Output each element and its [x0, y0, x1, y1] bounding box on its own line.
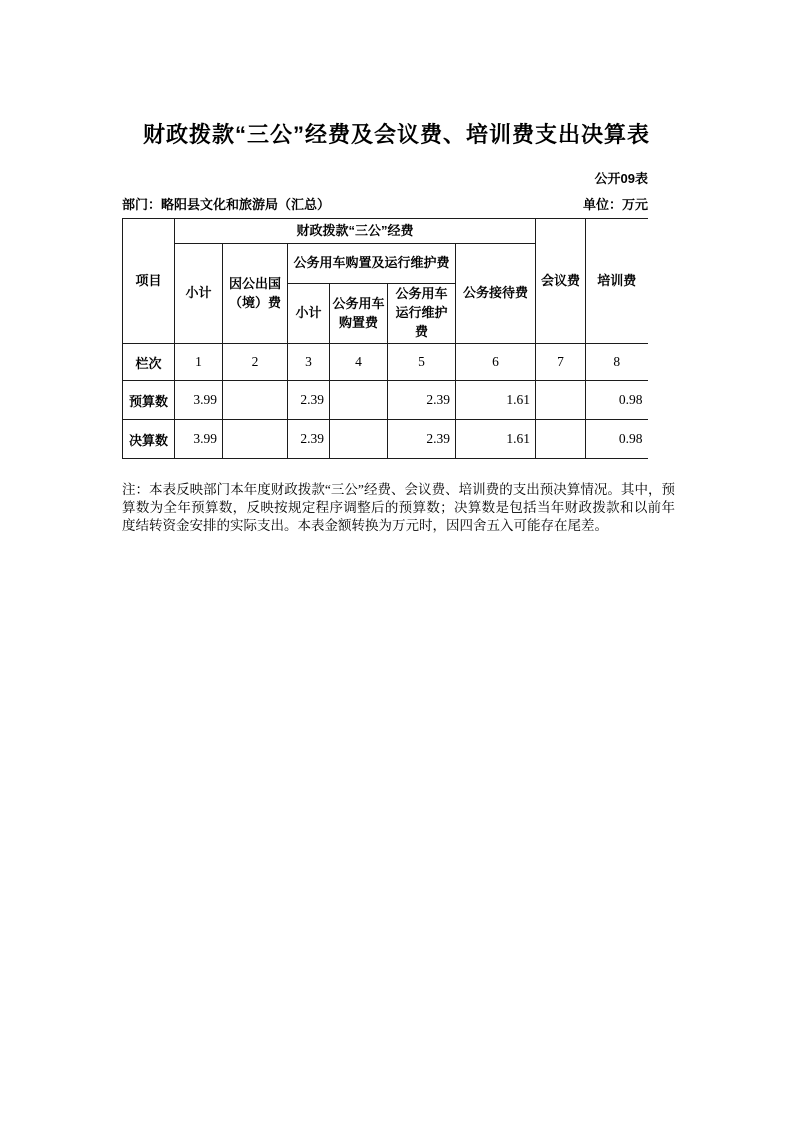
cell: 3: [288, 344, 330, 381]
cell: [223, 420, 288, 459]
col-header-vehicle-group: 公务用车购置及运行维护费: [288, 244, 456, 284]
cell: 5: [388, 344, 456, 381]
footnote: 注：本表反映部门本年度财政拨款“三公”经费、会议费、培训费的支出预决算情况。其中，预算数为全年预算数，反映按规定程序调整后的预算数；决算数是包括当年财政拨款和以前年度结转资金安排的实际支出。本表金额转换为万元时，因四舍五入可能存在尾差。: [122, 482, 675, 533]
cell: 2.39: [388, 381, 456, 420]
form-code-label: 公开09表: [594, 171, 648, 186]
col-header-subtotal: 小计: [175, 244, 223, 344]
cell: 3.99: [175, 381, 223, 420]
cell: 0.98: [586, 381, 648, 420]
cell: 2.39: [288, 420, 330, 459]
row-label: 栏次: [123, 344, 175, 381]
row-label: 决算数: [123, 420, 175, 459]
row-label: 预算数: [123, 381, 175, 420]
department-label: 部门：略阳县文化和旅游局（汇总）: [122, 197, 331, 212]
table-row-column-index: [123, 344, 648, 381]
cell: 7: [536, 344, 586, 381]
col-header-reception: 公务接待费: [456, 244, 536, 344]
page-title: 财政拨款“三公”经费及会议费、培训费支出决算表: [142, 122, 650, 147]
cell: 2.39: [288, 381, 330, 420]
cell: 0.98: [586, 420, 648, 459]
table-row-final: [123, 420, 648, 459]
cell: 3.99: [175, 420, 223, 459]
col-header-item: 项目: [123, 219, 175, 344]
header-row-1: [123, 219, 648, 244]
col-header-training: 培训费: [586, 219, 648, 344]
col-header-vehicle-subtotal: 小计: [288, 284, 330, 344]
table-row-budget: [123, 381, 648, 420]
col-header-vehicle-purchase: 公务用车购置费: [330, 284, 388, 344]
col-header-vehicle-maintenance: 公务用车运行维护费: [388, 284, 456, 344]
cell: 1.61: [456, 420, 536, 459]
cell: 4: [330, 344, 388, 381]
cell: [536, 381, 586, 420]
cell: 2.39: [388, 420, 456, 459]
cell: 1.61: [456, 381, 536, 420]
cell: [330, 381, 388, 420]
cell: 2: [223, 344, 288, 381]
col-header-sangong-group: 财政拨款“三公”经费: [175, 219, 536, 244]
col-header-abroad: 因公出国（境）费: [223, 244, 288, 344]
expenditure-table: [122, 218, 648, 459]
cell: 1: [175, 344, 223, 381]
unit-label: 单位：万元: [582, 197, 648, 212]
cell: 6: [456, 344, 536, 381]
cell: [330, 420, 388, 459]
col-header-meeting: 会议费: [536, 219, 586, 344]
meta-line: [122, 194, 648, 213]
cell: [536, 420, 586, 459]
cell: 8: [586, 344, 648, 381]
cell: [223, 381, 288, 420]
